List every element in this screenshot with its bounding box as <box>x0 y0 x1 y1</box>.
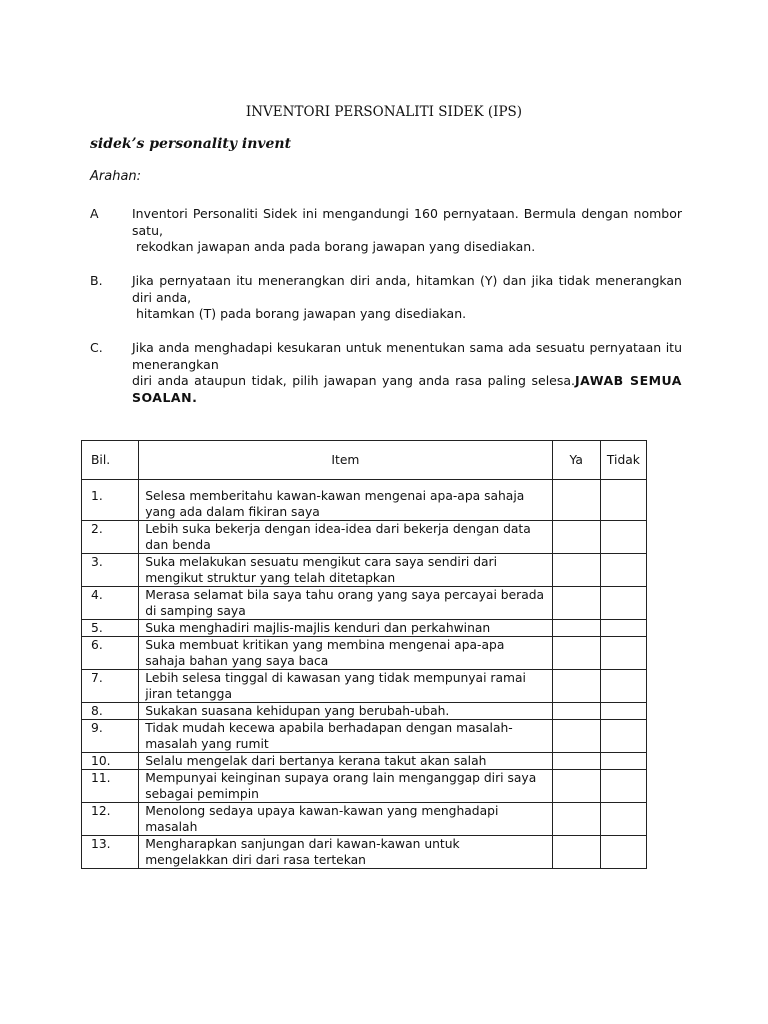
answer-tidak-cell[interactable] <box>600 803 646 836</box>
instructions-heading: Arahan: <box>90 169 142 184</box>
answer-ya-cell[interactable] <box>552 836 600 869</box>
answer-tidak-cell[interactable] <box>600 836 646 869</box>
instruction-text: Inventori Personaliti Sidek ini mengandungi 160 pernyataan. Bermula dengan nombor satu, <box>132 206 682 238</box>
answer-ya-cell[interactable] <box>552 753 600 770</box>
table-row <box>82 836 647 869</box>
items-table <box>81 440 647 869</box>
table-row <box>82 703 647 720</box>
answer-ya-cell[interactable] <box>552 587 600 620</box>
item-number: 9. <box>82 720 139 753</box>
instruction-text: Jika anda menghadapi kesukaran untuk menentukan sama ada sesuatu pernyataan itu menerangkan <box>132 340 682 372</box>
document-subtitle: sidek’s personality invent <box>90 136 292 152</box>
table-row <box>82 488 647 521</box>
answer-ya-cell[interactable] <box>552 670 600 703</box>
answer-tidak-cell[interactable] <box>600 587 646 620</box>
answer-tidak-cell[interactable] <box>600 554 646 587</box>
item-number: 13. <box>82 836 139 869</box>
instruction-b <box>90 273 682 323</box>
instruction-text: diri anda ataupun tidak, pilih jawapan yang anda rasa paling selesa. <box>132 373 575 388</box>
item-number: 2. <box>82 521 139 554</box>
header-item: Item <box>139 441 552 480</box>
table-header-row <box>82 441 647 480</box>
answer-tidak-cell[interactable] <box>600 703 646 720</box>
item-text: Lebih suka bekerja dengan idea-idea dari bekerja dengan data dan benda <box>139 521 552 554</box>
item-text: Suka melakukan sesuatu mengikut cara saya sendiri dari mengikut struktur yang telah ditetapkan <box>139 554 552 587</box>
answer-tidak-cell[interactable] <box>600 488 646 521</box>
instruction-text: Jika pernyataan itu menerangkan diri anda, hitamkan (Y) dan jika tidak menerangkan diri anda, <box>132 273 682 305</box>
table-row <box>82 770 647 803</box>
answer-ya-cell[interactable] <box>552 521 600 554</box>
item-text: Selalu mengelak dari bertanya kerana takut akan salah <box>139 753 552 770</box>
answer-ya-cell[interactable] <box>552 554 600 587</box>
answer-ya-cell[interactable] <box>552 620 600 637</box>
item-number: 1. <box>82 488 139 521</box>
item-text: Menolong sedaya upaya kawan-kawan yang menghadapi masalah <box>139 803 552 836</box>
table-row <box>82 587 647 620</box>
item-text: Tidak mudah kecewa apabila berhadapan dengan masalah-masalah yang rumit <box>139 720 552 753</box>
header-ya: Ya <box>552 441 600 480</box>
item-text: Suka membuat kritikan yang membina mengenai apa-apa sahaja bahan yang saya baca <box>139 637 552 670</box>
answer-tidak-cell[interactable] <box>600 770 646 803</box>
table-spacer <box>82 480 647 489</box>
document-title: INVENTORI PERSONALITI SIDEK (IPS) <box>245 104 523 120</box>
table-row <box>82 637 647 670</box>
header-bil: Bil. <box>82 441 139 480</box>
item-text: Selesa memberitahu kawan-kawan mengenai apa-apa sahaja yang ada dalam fikiran saya <box>139 488 552 521</box>
instruction-label: B. <box>90 273 103 288</box>
item-number: 8. <box>82 703 139 720</box>
table-row <box>82 803 647 836</box>
item-text: Mempunyai keinginan supaya orang lain menganggap diri saya sebagai pemimpin <box>139 770 552 803</box>
item-number: 12. <box>82 803 139 836</box>
item-text: Lebih selesa tinggal di kawasan yang tidak mempunyai ramai jiran tetangga <box>139 670 552 703</box>
header-tidak: Tidak <box>600 441 646 480</box>
answer-ya-cell[interactable] <box>552 720 600 753</box>
answer-tidak-cell[interactable] <box>600 620 646 637</box>
instruction-c <box>90 340 682 406</box>
instruction-a <box>90 206 682 256</box>
answer-ya-cell[interactable] <box>552 637 600 670</box>
item-text: Sukakan suasana kehidupan yang berubah-ubah. <box>139 703 552 720</box>
item-number: 3. <box>82 554 139 587</box>
answer-tidak-cell[interactable] <box>600 637 646 670</box>
answer-tidak-cell[interactable] <box>600 753 646 770</box>
item-text: Mengharapkan sanjungan dari kawan-kawan untuk mengelakkan diri dari rasa tertekan <box>139 836 552 869</box>
answer-ya-cell[interactable] <box>552 770 600 803</box>
instruction-emphasis: JAWAB SEMUA SOALAN. <box>132 373 682 405</box>
answer-ya-cell[interactable] <box>552 488 600 521</box>
table-row <box>82 620 647 637</box>
instruction-label: A <box>90 206 99 221</box>
instruction-label: C. <box>90 340 103 355</box>
item-text: Merasa selamat bila saya tahu orang yang saya percayai berada di samping saya <box>139 587 552 620</box>
item-text: Suka menghadiri majlis-majlis kenduri dan perkahwinan <box>139 620 552 637</box>
item-number: 5. <box>82 620 139 637</box>
table-row <box>82 670 647 703</box>
table-row <box>82 521 647 554</box>
item-number: 6. <box>82 637 139 670</box>
answer-tidak-cell[interactable] <box>600 670 646 703</box>
table-row <box>82 753 647 770</box>
item-number: 10. <box>82 753 139 770</box>
table-row <box>82 554 647 587</box>
answer-ya-cell[interactable] <box>552 703 600 720</box>
item-number: 4. <box>82 587 139 620</box>
table-row <box>82 720 647 753</box>
instruction-text: hitamkan (T) pada borang jawapan yang disediakan. <box>136 306 467 321</box>
item-number: 11. <box>82 770 139 803</box>
answer-tidak-cell[interactable] <box>600 720 646 753</box>
instruction-text: rekodkan jawapan anda pada borang jawapan yang disediakan. <box>136 239 536 254</box>
answer-ya-cell[interactable] <box>552 803 600 836</box>
item-number: 7. <box>82 670 139 703</box>
answer-tidak-cell[interactable] <box>600 521 646 554</box>
